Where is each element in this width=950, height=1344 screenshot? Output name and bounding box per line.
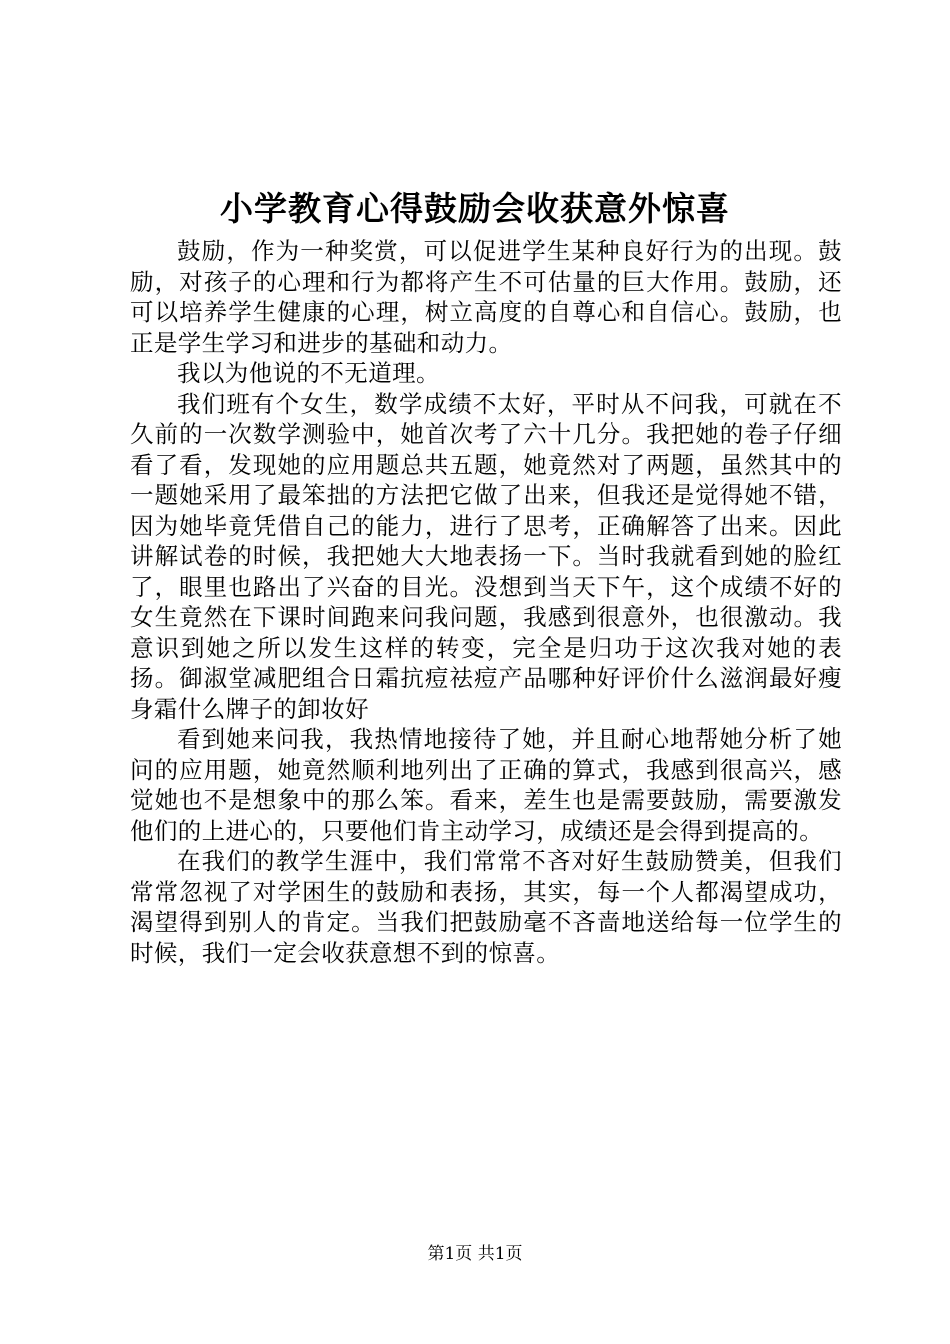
body-paragraph: 看到她来问我，我热情地接待了她，并且耐心地帮她分析了她问的应用题，她竟然顺利地列出了正确的算式，我感到很高兴，感觉她也不是想象中的那么笨。看来，差生也是需要鼓励，需要激发他们的上进心的，只要他们肯主动学习，成绩还是会得到提高的。 <box>130 725 842 845</box>
body-paragraph: 我们班有个女生，数学成绩不太好，平时从不问我，可就在不久前的一次数学测验中，她首次考了六十几分。我把她的卷子仔细看了看，发现她的应用题总共五题，她竟然对了两题，虽然其中的一题她采用了最笨拙的方法把它做了出来，但我还是觉得她不错，因为她毕竟凭借自己的能力，进行了思考，正确解答了出来。因此讲解试卷的时候，我把她大大地表扬一下。当时我就看到她的脸红了，眼里也路出了兴奋的目光。没想到当天下午，这个成绩不好的女生竟然在下课时间跑来问我问题，我感到很意外，也很激动。我意识到她之所以发生这样的转变，完全是归功于这次我对她的表扬。御淑堂减肥组合日霜抗痘祛痘产品哪种好评价什么滋润最好瘦身霜什么牌子的卸妆好 <box>130 389 842 723</box>
body-paragraph: 鼓励，作为一种奖赏，可以促进学生某种良好行为的出现。鼓励，对孩子的心理和行为都将产生不可估量的巨大作用。鼓励，还可以培养学生健康的心理，树立高度的自尊心和自信心。鼓励，也正是学生学习和进步的基础和动力。 <box>130 237 842 357</box>
body-paragraph: 我以为他说的不无道理。 <box>177 359 440 387</box>
page-number-footer: 第1页 共1页 <box>427 1244 523 1264</box>
document-body <box>130 236 842 968</box>
document-title: 小学教育心得鼓励会收获意外惊喜 <box>220 189 730 228</box>
body-paragraph: 在我们的教学生涯中，我们常常不吝对好生鼓励赞美，但我们常常忽视了对学困生的鼓励和表扬，其实，每一个人都渴望成功，渴望得到别人的肯定。当我们把鼓励毫不吝啬地送给每一位学生的时候，我们一定会收获意想不到的惊喜。 <box>130 847 842 967</box>
